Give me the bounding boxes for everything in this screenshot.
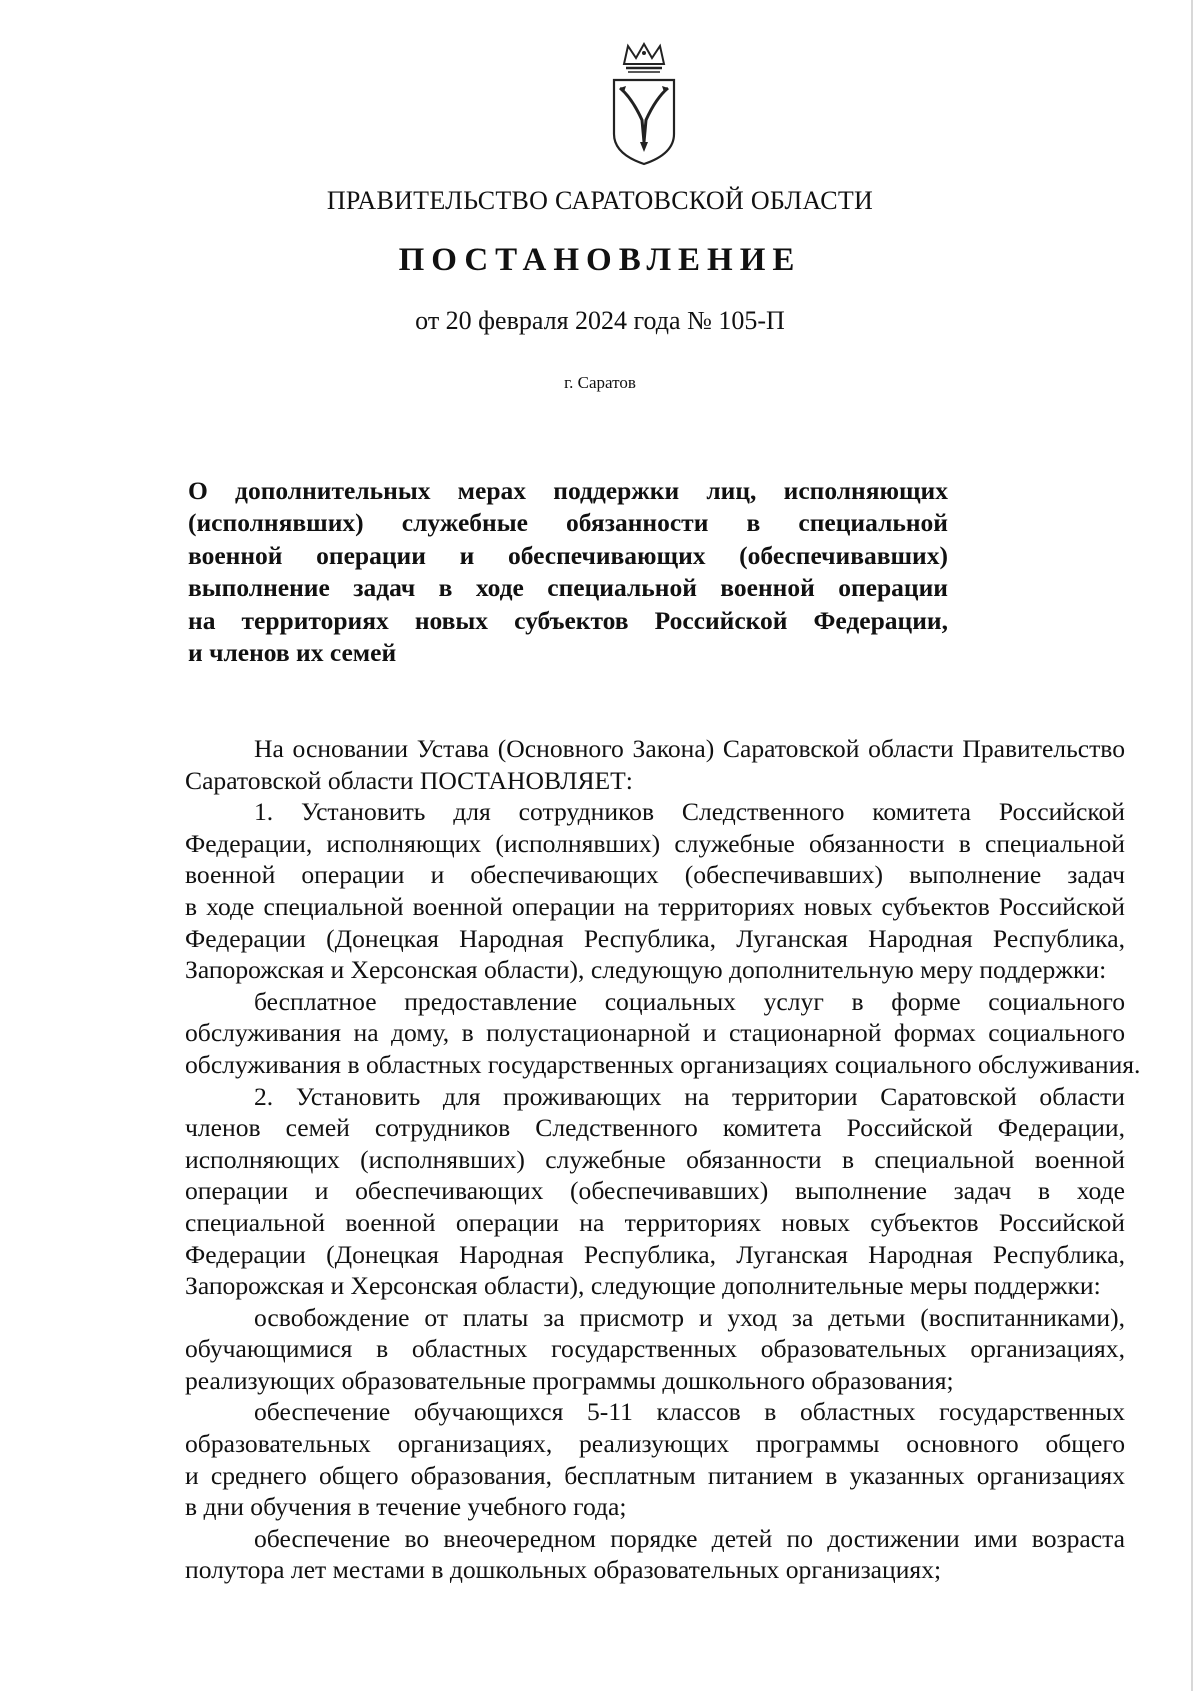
body-line: Федерации (Донецкая Народная Республика, Луганская Народная Республика, <box>185 923 1125 953</box>
body-line: образовательных организациях, реализующих программы основного общего <box>185 1429 1125 1459</box>
document-body <box>185 733 1141 1586</box>
body-line: реализующих образовательные программы дошкольного образования; <box>185 1365 954 1395</box>
body-line: обеспечение во внеочередном порядке детей по достижении ими возраста <box>254 1523 1125 1553</box>
body-line: в дни обучения в течение учебного года; <box>185 1492 627 1522</box>
body-line: военной операции и обеспечивающих (обеспечивавших) выполнение задач <box>185 860 1125 890</box>
title-line: О дополнительных мерах поддержки лиц, исполняющих <box>188 476 948 505</box>
body-line: бесплатное предоставление социальных услуг в форме социального <box>254 986 1125 1016</box>
body-line: в ходе специальной военной операции на территориях новых субъектов Российской <box>185 891 1125 921</box>
body-line: освобождение от платы за присмотр и уход за детьми (воспитанниками), <box>254 1302 1125 1332</box>
title-line: (исполнявших) служебные обязанности в специальной <box>188 508 948 538</box>
body-line: 1. Установить для сотрудников Следственного комитета Российской <box>254 797 1125 827</box>
document-city: г. Саратов <box>564 373 636 392</box>
document-title <box>188 475 948 669</box>
body-line: специальной военной операции на территориях новых субъектов Российской <box>185 1207 1125 1237</box>
body-line: Запорожская и Херсонская области), следующие дополнительные меры поддержки: <box>185 1271 1101 1301</box>
title-line: и членов их семей <box>188 638 397 668</box>
scan-edge <box>1191 0 1193 1691</box>
body-line: Запорожская и Херсонская области), следующую дополнительную меру поддержки: <box>185 955 1107 985</box>
title-line: на территориях новых субъектов Российской Федерации, <box>188 605 948 635</box>
body-line: полутора лет местами в дошкольных образовательных организациях; <box>185 1555 942 1585</box>
document-date-number: от 20 февраля 2024 года № 105-П <box>415 306 785 335</box>
body-line: 2. Установить для проживающих на территории Саратовской области <box>254 1081 1125 1111</box>
body-line: Федерации (Донецкая Народная Республика, Луганская Народная Республика, <box>185 1239 1125 1269</box>
body-line: Федерации, исполняющих (исполнявших) служебные обязанности в специальной <box>185 828 1125 858</box>
body-line: обслуживания на дому, в полустационарной и стационарной формах социального <box>185 1018 1125 1048</box>
body-line: обслуживания в областных государственных организациях социального обслуживания. <box>185 1049 1141 1079</box>
body-line: На основании Устава (Основного Закона) Саратовской области Правительство <box>254 734 1125 763</box>
body-line: исполняющих (исполнявших) служебные обязанности в специальной военной <box>185 1144 1125 1174</box>
title-line: выполнение задач в ходе специальной военной операции <box>188 573 948 603</box>
body-line: членов семей сотрудников Следственного комитета Российской Федерации, <box>185 1113 1125 1143</box>
body-line: обеспечение обучающихся 5-11 классов в областных государственных <box>254 1397 1125 1427</box>
document-type: ПОСТАНОВЛЕНИЕ <box>398 242 802 278</box>
body-line: и среднего общего образования, бесплатным питанием в указанных организациях <box>185 1460 1125 1490</box>
coat-of-arms-icon <box>604 42 684 170</box>
body-line: Саратовской области ПОСТАНОВЛЯЕТ: <box>185 765 633 795</box>
government-name: ПРАВИТЕЛЬСТВО САРАТОВСКОЙ ОБЛАСТИ <box>326 186 874 215</box>
body-line: обучающимися в областных государственных образовательных организациях, <box>185 1334 1125 1364</box>
title-line: военной операции и обеспечивающих (обеспечивавших) <box>188 540 948 570</box>
body-line: операции и обеспечивающих (обеспечивавших) выполнение задач в ходе <box>185 1176 1125 1206</box>
